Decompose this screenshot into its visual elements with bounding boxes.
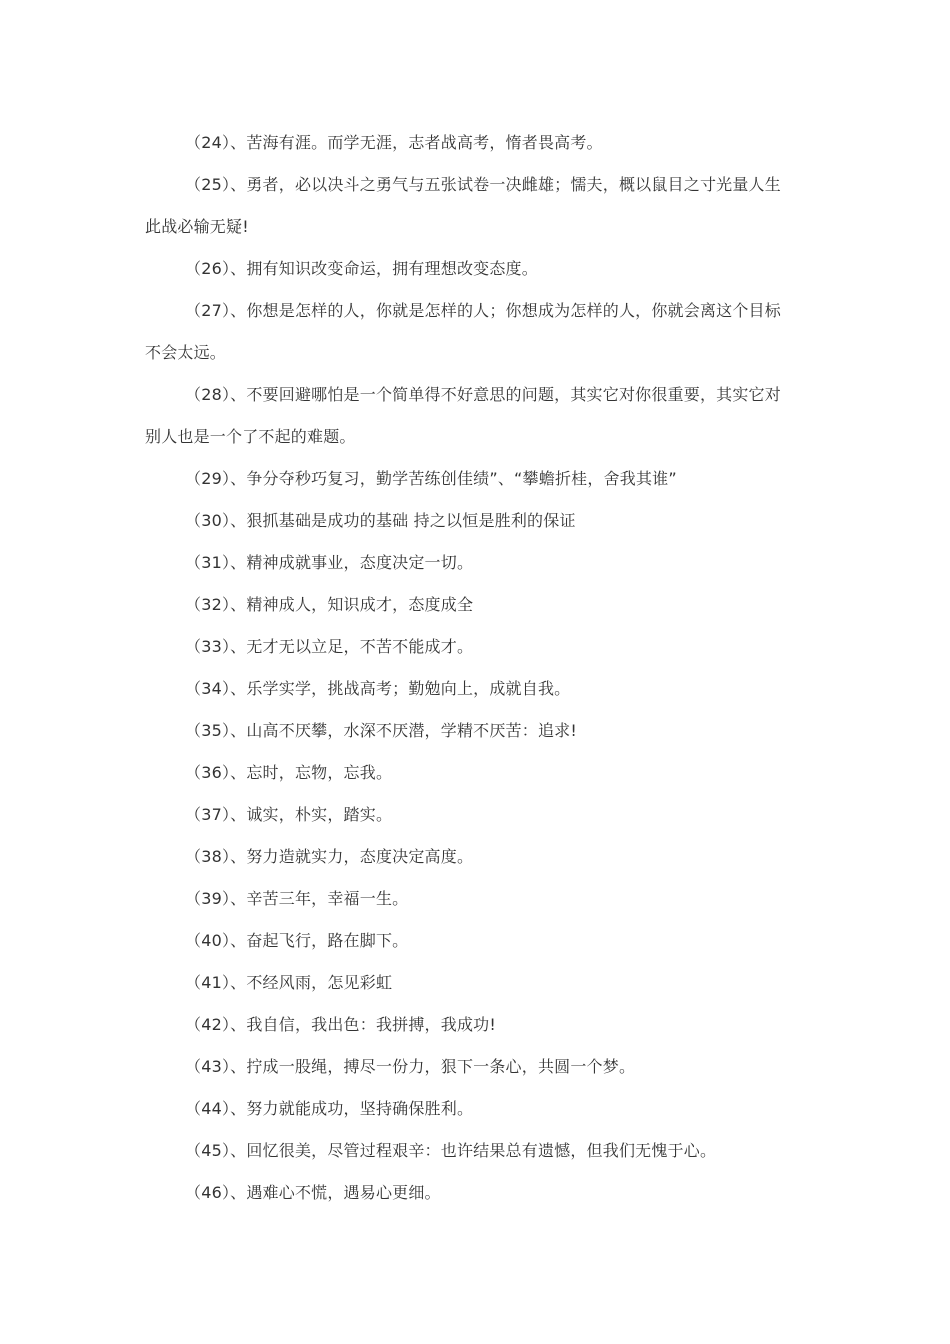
slogan-text: （32）、精神成人，知识成才，态度成全: [185, 595, 474, 614]
slogan-text: （43）、拧成一股绳，搏尽一份力，狠下一条心，共圆一个梦。: [185, 1057, 636, 1076]
slogan-39: [145, 878, 813, 920]
slogan-text: （25）、勇者，必以决斗之勇气与五张试卷一决雌雄；懦夫，概以鼠目之寸光量人生: [185, 175, 781, 194]
slogan-text: （30）、狠抓基础是成功的基础 持之以恒是胜利的保证: [185, 511, 576, 530]
slogan-continuation: 别人也是一个了不起的难题。: [145, 427, 356, 446]
slogan-38: [145, 836, 813, 878]
document-body: [145, 122, 813, 1214]
slogan-continuation: 此战必输无疑!: [145, 217, 249, 236]
slogan-text: （34）、乐学实学，挑战高考；勤勉向上，成就自我。: [185, 679, 571, 698]
slogan-30: [145, 500, 813, 542]
slogan-43: [145, 1046, 813, 1088]
slogan-text: （45）、回忆很美，尽管过程艰辛：也许结果总有遗憾，但我们无愧于心。: [185, 1141, 717, 1160]
slogan-31: [145, 542, 813, 584]
slogan-text: （39）、辛苦三年，幸福一生。: [185, 889, 409, 908]
slogan-44: [145, 1088, 813, 1130]
slogan-34: [145, 668, 813, 710]
slogan-text: （36）、忘时，忘物，忘我。: [185, 763, 393, 782]
slogan-text: （40）、奋起飞行，路在脚下。: [185, 931, 409, 950]
slogan-27: [145, 290, 813, 374]
slogan-text: （31）、精神成就事业，态度决定一切。: [185, 553, 474, 572]
slogan-26: [145, 248, 813, 290]
slogan-45: [145, 1130, 813, 1172]
slogan-32: [145, 584, 813, 626]
slogan-33: [145, 626, 813, 668]
slogan-text: （46）、遇难心不慌，遇易心更细。: [185, 1183, 441, 1202]
slogan-continuation: 不会太远。: [145, 343, 227, 362]
slogan-text: （33）、无才无以立足，不苦不能成才。: [185, 637, 474, 656]
slogan-text: （37）、诚实，朴实，踏实。: [185, 805, 393, 824]
slogan-text: （42）、我自信，我出色：我拼搏，我成功!: [185, 1015, 496, 1034]
slogan-41: [145, 962, 813, 1004]
slogan-text: （27）、你想是怎样的人，你就是怎样的人；你想成为怎样的人，你就会离这个目标: [185, 301, 781, 320]
slogan-25: [145, 164, 813, 248]
slogan-text: （44）、努力就能成功，坚持确保胜利。: [185, 1099, 474, 1118]
slogan-text: （41）、不经风雨，怎见彩虹: [185, 973, 393, 992]
slogan-24: [145, 122, 813, 164]
slogan-text: （38）、努力造就实力，态度决定高度。: [185, 847, 474, 866]
slogan-46: [145, 1172, 813, 1214]
slogan-40: [145, 920, 813, 962]
slogan-text: （28）、不要回避哪怕是一个简单得不好意思的问题，其实它对你很重要，其实它对: [185, 385, 781, 404]
slogan-28: [145, 374, 813, 458]
slogan-35: [145, 710, 813, 752]
slogan-text: （26）、拥有知识改变命运，拥有理想改变态度。: [185, 259, 538, 278]
slogan-29: [145, 458, 813, 500]
slogan-text: （35）、山高不厌攀，水深不厌潜，学精不厌苦：追求!: [185, 721, 577, 740]
slogan-36: [145, 752, 813, 794]
slogan-text: （29）、争分夺秒巧复习，勤学苦练创佳绩”、“攀蟾折桂，舍我其谁”: [185, 469, 677, 488]
slogan-37: [145, 794, 813, 836]
slogan-text: （24）、苦海有涯。而学无涯，志者战高考，惰者畏高考。: [185, 133, 603, 152]
slogan-42: [145, 1004, 813, 1046]
